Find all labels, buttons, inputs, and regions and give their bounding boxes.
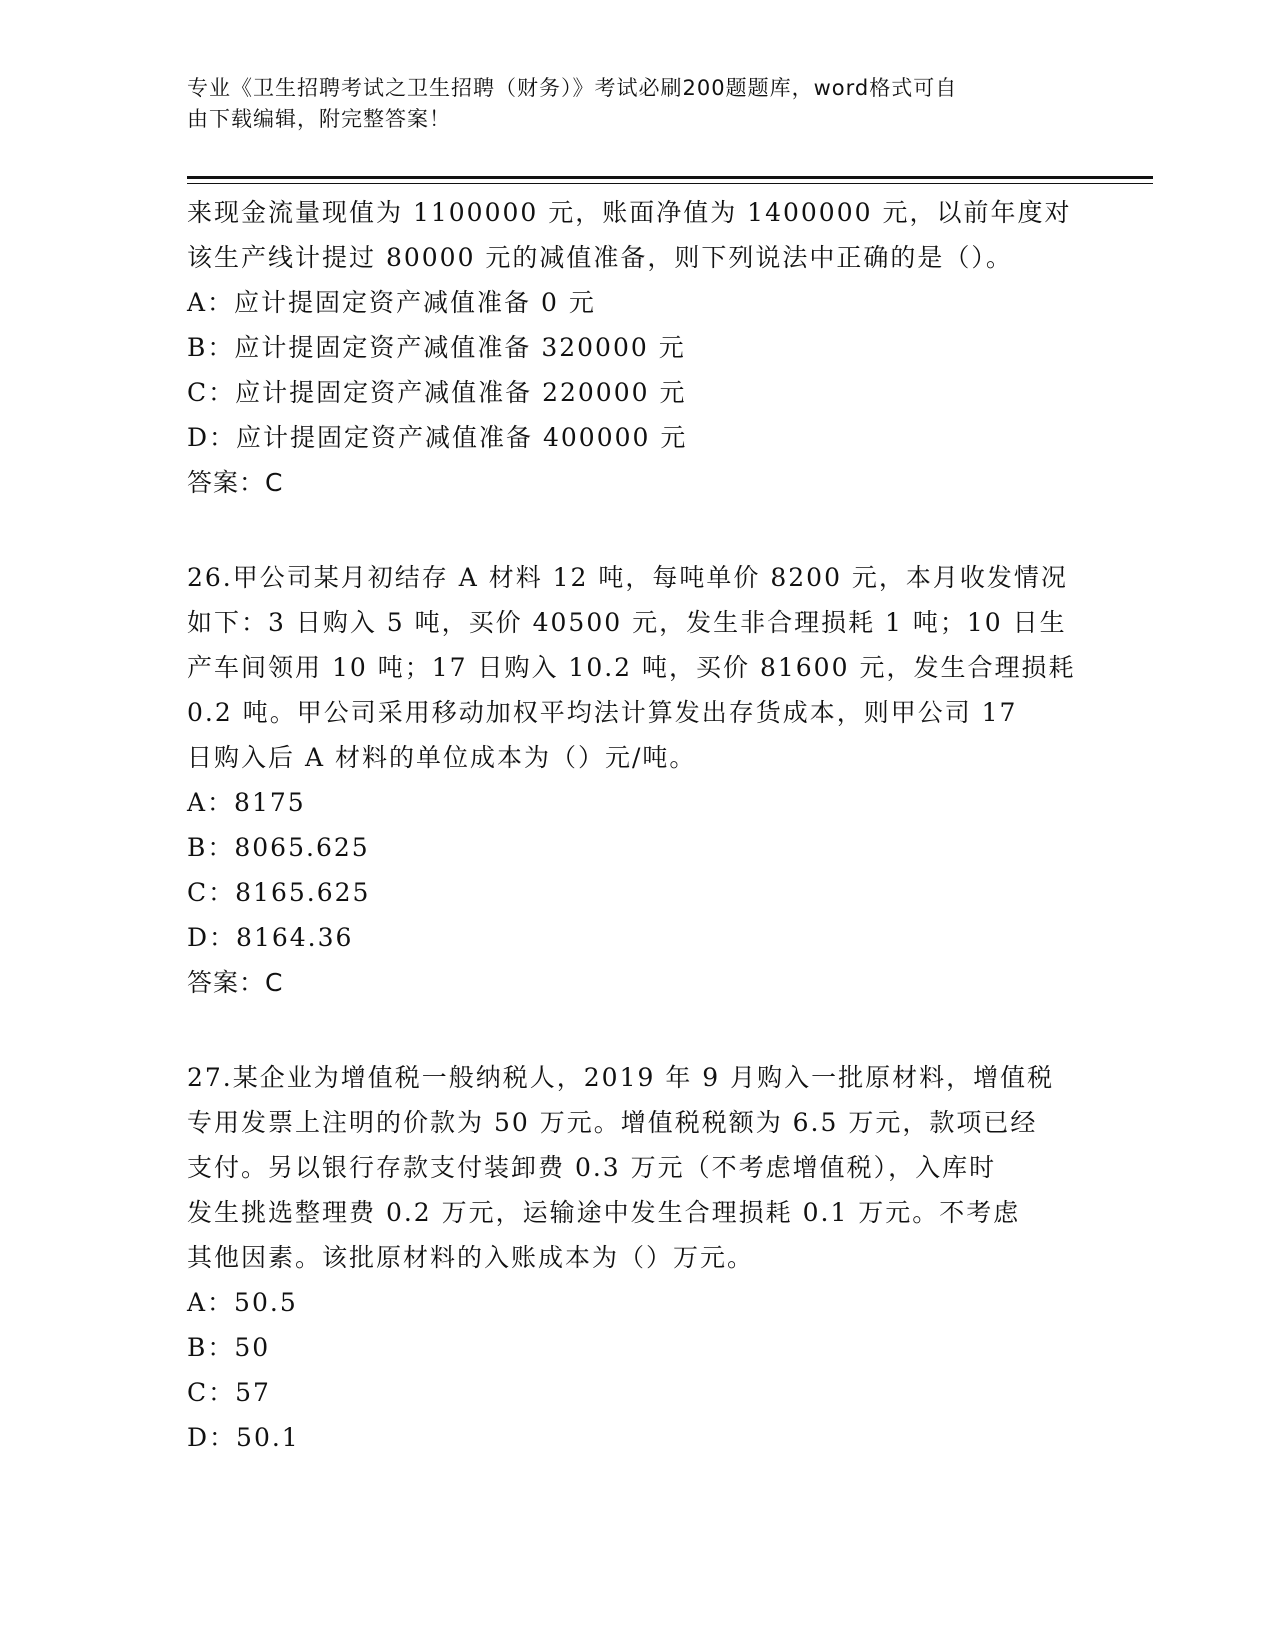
question-text-line: 0.2 吨。甲公司采用移动加权平均法计算发出存货成本，则甲公司 17 (187, 698, 1018, 727)
document-header (187, 73, 1087, 135)
option-c: C：应计提固定资产减值准备 220000 元 (187, 378, 687, 407)
option-a: A：8175 (187, 788, 306, 817)
option-d: D：50.1 (187, 1423, 300, 1452)
option-b: B：应计提固定资产减值准备 320000 元 (187, 333, 686, 362)
option-b: B：8065.625 (187, 833, 370, 862)
question-27 (187, 1055, 1087, 1460)
question-text-line: 如下：3 日购入 5 吨，买价 40500 元，发生非合理损耗 1 吨；10 日生 (187, 608, 1067, 637)
question-text-line: 产车间领用 10 吨；17 日购入 10.2 吨，买价 81600 元，发生合理损耗 (187, 653, 1076, 682)
question-text-line: 26.甲公司某月初结存 A 材料 12 吨，每吨单价 8200 元，本月收发情况 (187, 563, 1068, 592)
option-c: C：57 (187, 1378, 271, 1407)
option-d: D：8164.36 (187, 923, 354, 952)
header-rule-thick (187, 176, 1153, 179)
option-d: D：应计提固定资产减值准备 400000 元 (187, 423, 688, 452)
question-text-line: 27.某企业为增值税一般纳税人，2019 年 9 月购入一批原材料，增值税 (187, 1063, 1055, 1092)
question-text-line: 其他因素。该批原材料的入账成本为（）万元。 (187, 1243, 755, 1272)
question-text-line: 该生产线计提过 80000 元的减值准备，则下列说法中正确的是（）。 (187, 243, 1013, 272)
option-a: A：50.5 (187, 1288, 298, 1317)
question-text-line: 支付。另以银行存款支付装卸费 0.3 万元（不考虑增值税），入库时 (187, 1153, 997, 1182)
question-25 (187, 190, 1087, 505)
option-a: A：应计提固定资产减值准备 0 元 (187, 288, 596, 317)
question-text-line: 来现金流量现值为 1100000 元，账面净值为 1400000 元，以前年度对 (187, 198, 1072, 227)
document-body (187, 190, 1087, 1460)
answer: 答案：C (187, 968, 284, 997)
question-text-line: 日购入后 A 材料的单位成本为（）元/吨。 (187, 743, 697, 772)
header-rule-thin (187, 183, 1153, 184)
question-26 (187, 555, 1087, 1005)
question-text-line: 发生挑选整理费 0.2 万元，运输途中发生合理损耗 0.1 万元。不考虑 (187, 1198, 1021, 1227)
option-c: C：8165.625 (187, 878, 371, 907)
header-line-2: 由下载编辑，附完整答案！ (187, 107, 451, 131)
question-text-line: 专用发票上注明的价款为 50 万元。增值税税额为 6.5 万元，款项已经 (187, 1108, 1038, 1137)
option-b: B：50 (187, 1333, 271, 1362)
answer: 答案：C (187, 468, 284, 497)
header-line-1: 专业《卫生招聘考试之卫生招聘（财务）》考试必刷200题题库，word格式可自 (187, 76, 958, 100)
